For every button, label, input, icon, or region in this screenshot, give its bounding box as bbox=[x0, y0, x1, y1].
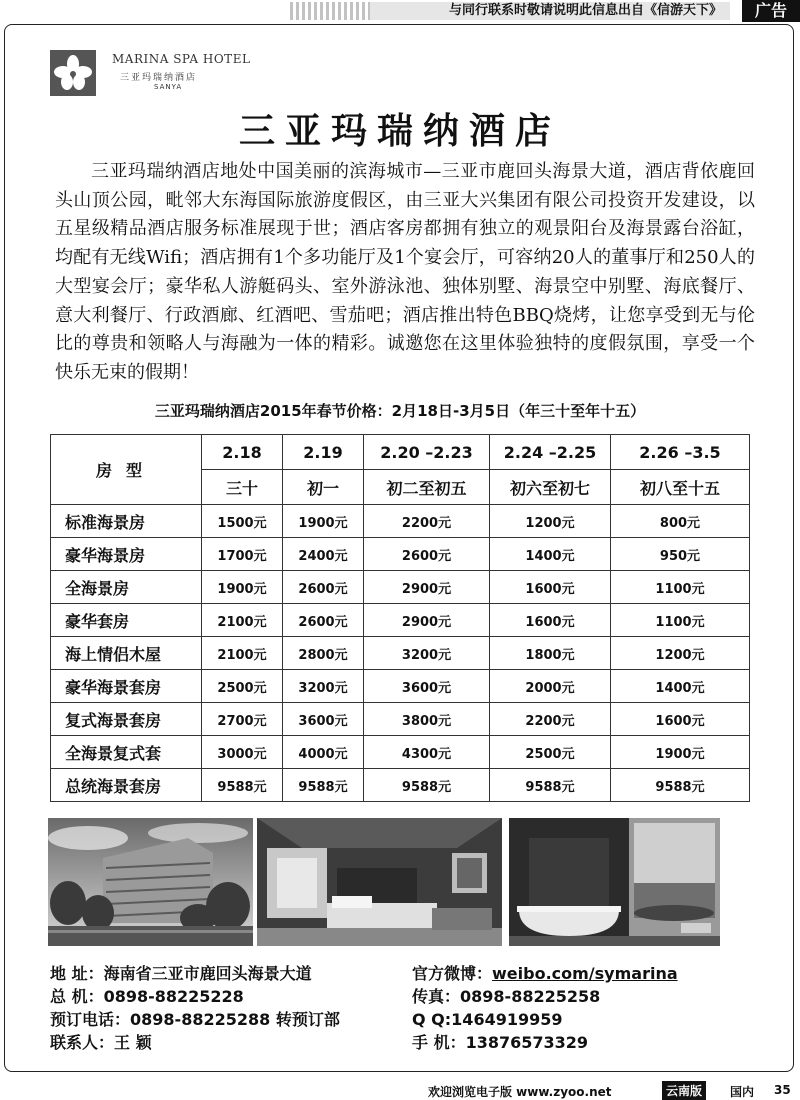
room-name: 豪华套房 bbox=[51, 604, 202, 637]
table-row bbox=[51, 538, 750, 571]
logo-english-name: MARINA SPA HOTEL bbox=[112, 52, 251, 66]
price-cell: 2800元 bbox=[283, 637, 364, 670]
switchboard-row bbox=[50, 985, 340, 1008]
price-cell: 4300元 bbox=[364, 736, 490, 769]
price-cell: 9588元 bbox=[611, 769, 750, 802]
qq-label: Q Q: bbox=[412, 1010, 452, 1029]
hotel-exterior-photo bbox=[48, 818, 253, 946]
price-cell: 2100元 bbox=[202, 604, 283, 637]
flower-logo-icon bbox=[50, 50, 96, 96]
price-cell: 2100元 bbox=[202, 637, 283, 670]
room-name: 豪华海景房 bbox=[51, 538, 202, 571]
table-row bbox=[51, 769, 750, 802]
address-row bbox=[50, 962, 340, 985]
price-cell: 2000元 bbox=[490, 670, 611, 703]
room-name: 标准海景房 bbox=[51, 505, 202, 538]
price-cell: 2500元 bbox=[202, 670, 283, 703]
address-label: 地 址： bbox=[50, 964, 104, 983]
price-cell: 1900元 bbox=[283, 505, 364, 538]
table-row bbox=[51, 637, 750, 670]
price-cell: 3800元 bbox=[364, 703, 490, 736]
price-cell: 9588元 bbox=[202, 769, 283, 802]
price-cell: 1100元 bbox=[611, 571, 750, 604]
price-cell: 1500元 bbox=[202, 505, 283, 538]
table-row bbox=[51, 736, 750, 769]
intro-paragraph: 三亚玛瑞纳酒店地处中国美丽的滨海城市—三亚市鹿回头海景大道，酒店背依鹿回头山顶公园，毗邻大东海国际旅游度假区，由三亚大兴集团有限公司投资开发建设，以五星级精品酒店服务标准展现于世；酒店客房都拥有独立的观景阳台及海景露台浴缸，均配有无线Wifi；酒店拥有1个多功能厅及1个宴会厅，可容纳20人的董事厅和250人的大型宴会厅；豪华私人游艇码头、室外游泳池、独体别墅、海景空中别墅、海底餐厅、意大利餐厅、行政酒廊、红酒吧、雪茄吧；酒店推出特色BBQ烧烤，让您享受到无与伦比的尊贵和领略人与海融为一体的精彩。诚邀您在这里体验独特的度假氛围，享受一个快乐无束的假期！ bbox=[55, 161, 755, 383]
price-cell: 2500元 bbox=[490, 736, 611, 769]
booking-row bbox=[50, 1008, 340, 1031]
price-cell: 1900元 bbox=[611, 736, 750, 769]
room-name: 全海景复式套 bbox=[51, 736, 202, 769]
booking-label: 预订电话： bbox=[50, 1010, 131, 1029]
price-cell: 4000元 bbox=[283, 736, 364, 769]
price-cell: 2600元 bbox=[283, 604, 364, 637]
period-lunar: 初八至十五 bbox=[611, 470, 750, 505]
weibo-label: 官方微博： bbox=[412, 964, 493, 983]
period-date: 2.20 –2.23 bbox=[364, 435, 490, 470]
photo-strip bbox=[48, 818, 720, 948]
logo-chinese-name: 三亚玛瑞纳酒店 bbox=[120, 73, 198, 83]
price-cell: 2600元 bbox=[283, 571, 364, 604]
guest-room-photo bbox=[257, 818, 502, 946]
address-value: 海南省三亚市鹿回头海景大道 bbox=[103, 964, 312, 983]
ad-tag: 广告 bbox=[742, 0, 800, 22]
room-type-header: 房型 bbox=[51, 435, 202, 505]
price-cell: 1200元 bbox=[490, 505, 611, 538]
room-name: 全海景房 bbox=[51, 571, 202, 604]
price-cell: 2200元 bbox=[364, 505, 490, 538]
price-cell: 1900元 bbox=[202, 571, 283, 604]
period-lunar: 初一 bbox=[283, 470, 364, 505]
price-cell: 2700元 bbox=[202, 703, 283, 736]
contact-right bbox=[412, 962, 678, 1054]
period-lunar: 初六至初七 bbox=[490, 470, 611, 505]
room-name: 豪华海景套房 bbox=[51, 670, 202, 703]
table-row bbox=[51, 670, 750, 703]
price-cell: 1800元 bbox=[490, 637, 611, 670]
price-cell: 3600元 bbox=[283, 703, 364, 736]
period-lunar: 三十 bbox=[202, 470, 283, 505]
table-row bbox=[51, 505, 750, 538]
table-row bbox=[51, 604, 750, 637]
contact-left bbox=[50, 962, 340, 1054]
booking-value: 0898-88225288 转预订部 bbox=[130, 1010, 340, 1029]
price-cell: 9588元 bbox=[364, 769, 490, 802]
weibo-row bbox=[412, 962, 678, 985]
price-cell: 3200元 bbox=[364, 637, 490, 670]
price-cell: 3600元 bbox=[364, 670, 490, 703]
price-cell: 1600元 bbox=[490, 604, 611, 637]
period-date: 2.19 bbox=[283, 435, 364, 470]
fax-label: 传真： bbox=[412, 987, 461, 1006]
price-cell: 1400元 bbox=[490, 538, 611, 571]
price-cell: 2600元 bbox=[364, 538, 490, 571]
price-cell: 2400元 bbox=[283, 538, 364, 571]
price-cell: 9588元 bbox=[490, 769, 611, 802]
banner-pattern bbox=[290, 2, 370, 20]
logo-city: SANYA bbox=[154, 83, 183, 91]
bathtub-sea-view-photo bbox=[509, 818, 720, 946]
price-cell: 9588元 bbox=[283, 769, 364, 802]
hotel-logo bbox=[50, 50, 250, 96]
price-cell: 2900元 bbox=[364, 604, 490, 637]
qq-row bbox=[412, 1008, 678, 1031]
price-cell: 1600元 bbox=[611, 703, 750, 736]
price-cell: 1200元 bbox=[611, 637, 750, 670]
period-date: 2.26 –3.5 bbox=[611, 435, 750, 470]
table-row bbox=[51, 571, 750, 604]
edition-badge: 云南版 bbox=[662, 1081, 706, 1100]
period-date: 2.18 bbox=[202, 435, 283, 470]
price-cell: 800元 bbox=[611, 505, 750, 538]
price-cell: 3000元 bbox=[202, 736, 283, 769]
page-number: 35 bbox=[774, 1083, 791, 1097]
mobile-label: 手 机： bbox=[412, 1033, 466, 1052]
top-banner bbox=[0, 0, 800, 22]
price-cell: 2900元 bbox=[364, 571, 490, 604]
price-cell: 2200元 bbox=[490, 703, 611, 736]
fax-row bbox=[412, 985, 678, 1008]
room-name: 复式海景套房 bbox=[51, 703, 202, 736]
room-name: 海上情侣木屋 bbox=[51, 637, 202, 670]
price-cell: 1100元 bbox=[611, 604, 750, 637]
table-header-dates bbox=[51, 435, 750, 470]
contact-person-value: 王 颖 bbox=[114, 1033, 152, 1052]
table-row bbox=[51, 703, 750, 736]
price-table bbox=[50, 434, 750, 802]
price-cell: 1600元 bbox=[490, 571, 611, 604]
price-cell: 950元 bbox=[611, 538, 750, 571]
weibo-link[interactable]: weibo.com/symarina bbox=[492, 964, 678, 983]
section-name: 国内 bbox=[730, 1085, 755, 1099]
price-cell: 1400元 bbox=[611, 670, 750, 703]
contact-person-row bbox=[50, 1031, 340, 1054]
source-notice: 与同行联系时敬请说明此信息出自《信游天下》 bbox=[370, 2, 730, 20]
price-cell: 3200元 bbox=[283, 670, 364, 703]
price-table-title: 三亚玛瑞纳酒店2015年春节价格：2月18日-3月5日（年三十至年十五） bbox=[154, 402, 646, 420]
mobile-row bbox=[412, 1031, 678, 1054]
qq-value: 1464919959 bbox=[451, 1010, 563, 1029]
period-date: 2.24 –2.25 bbox=[490, 435, 611, 470]
page-title: 三亚玛瑞纳酒店 bbox=[238, 111, 561, 152]
switchboard-value: 0898-88225228 bbox=[103, 987, 244, 1006]
mobile-value: 13876573329 bbox=[465, 1033, 589, 1052]
period-lunar: 初二至初五 bbox=[364, 470, 490, 505]
contact-person-label: 联系人： bbox=[50, 1033, 115, 1052]
price-cell: 1700元 bbox=[202, 538, 283, 571]
fax-value: 0898-88225258 bbox=[460, 987, 601, 1006]
footer-welcome: 欢迎浏览电子版 www.zyoo.net bbox=[428, 1085, 612, 1099]
switchboard-label: 总 机： bbox=[50, 987, 104, 1006]
room-name: 总统海景套房 bbox=[51, 769, 202, 802]
